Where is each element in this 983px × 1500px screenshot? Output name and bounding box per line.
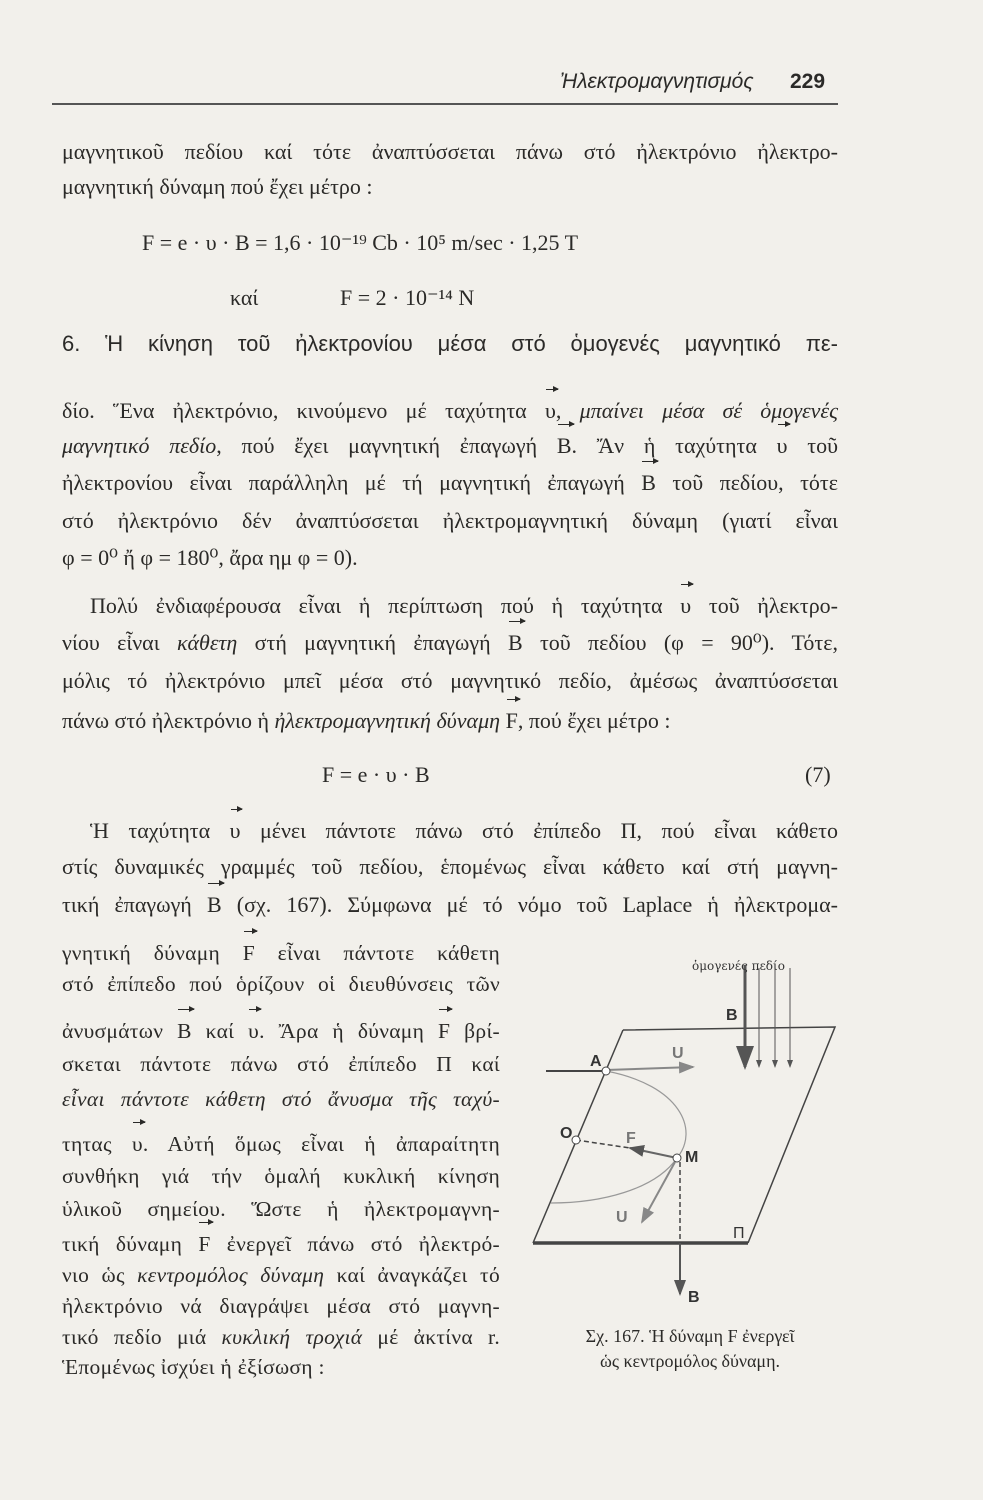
equation-number: (7) <box>805 762 831 787</box>
text-segment: μέ ἀκτίνα r. <box>362 1325 501 1349</box>
label-m: M <box>685 1149 699 1166</box>
text-segment: καί <box>191 1019 249 1043</box>
vector-symbol: υ <box>229 818 241 843</box>
vector-symbol: B <box>507 630 523 655</box>
text-segment: τικό πεδίο μιά <box>62 1325 222 1349</box>
text-segment: τοῦ <box>787 433 838 458</box>
text-segment: στό ἠλεκτρόνιο δέν ἀναπτύσσεται ἠλεκτρομαγνητική δύναμη (γιατί εἶναι <box>62 508 838 533</box>
vector-symbol: B <box>556 433 572 458</box>
text-segment: Πολύ ἐνδιαφέρουσα εἶναι ἡ περίπτωση πού ἡ ταχύτητα <box>90 593 681 618</box>
field-lines <box>745 965 790 1067</box>
italic-text: ἠλεκτρομαγνητική δύναμη <box>274 708 501 733</box>
text-segment: νιο ὡς <box>62 1263 138 1287</box>
label-f: F <box>626 1130 636 1147</box>
text-segment: τοῦ ἠλεκτρο- <box>691 593 839 618</box>
text-segment: στό ἐπίπεδο πού ὁρίζουν οἱ διευθύνσεις τῶν <box>62 972 500 996</box>
text-segment: τοῦ πεδίου (φ = 90⁰). Τότε, <box>522 630 838 655</box>
field-label: ὁμογενές πεδίο <box>692 959 785 973</box>
vector-symbol: υ <box>776 433 788 458</box>
italic-text: μαγνητικό πεδίο <box>62 433 217 458</box>
text-segment: τική δύναμη <box>62 1232 199 1256</box>
text-segment: τητας <box>62 1132 132 1156</box>
text-segment: μόλις τό ἠλεκτρόνιο μπεῖ μέσα στό μαγνητικό πεδίο, ἀμέσως ἀναπτύσσεται <box>62 668 838 693</box>
text-segment: σκεται πάντοτε πάνω στό ἐπίπεδο Π καί <box>62 1052 500 1076</box>
text-segment: (σχ. 167). Σύμφωνα μέ τό νόμο τοῦ Laplace ἡ ἠλεκτρομα- <box>221 892 838 917</box>
text-segment: ἀνυσμάτων <box>62 1019 178 1043</box>
text-segment: . Αὐτή ὅμως εἶναι ἡ ἀπαραίτητη <box>142 1132 500 1156</box>
point-a <box>602 1067 610 1075</box>
text-segment: πάνω στό ἠλεκτρόνιο ἡ <box>62 708 275 733</box>
text-segment: , <box>555 398 580 423</box>
text-segment: μαγνητική δύναμη πού ἔχει μέτρο : <box>62 174 373 199</box>
figure-caption-line-1: Σχ. 167. Ἡ δύναμη F ἐνεργεῖ <box>585 1326 795 1346</box>
vector-symbol: υ <box>544 398 556 423</box>
label-u-top: U <box>672 1045 684 1062</box>
page-number: 229 <box>790 70 826 93</box>
text-segment: ἐνεργεῖ πάνω στό ἠλεκτρό- <box>210 1232 500 1256</box>
italic-text: κάθετη <box>176 630 238 655</box>
text-segment: . Ἄρα ἡ δύναμη <box>259 1019 439 1043</box>
chapter-title: Ἠλεκτρομαγνητισμός <box>560 70 754 93</box>
point-m <box>673 1154 681 1162</box>
vector-symbol: B <box>206 892 222 917</box>
text-segment: εἶναι πάντοτε κάθετη <box>255 941 500 965</box>
text-segment: μένει πάντοτε πάνω στό ἐπίπεδο Π, πού εἶναι κάθετο <box>240 818 838 843</box>
vector-symbol: F <box>505 708 518 733</box>
vector-symbol: υ <box>680 593 692 618</box>
italic-text: κυκλική τροχιά <box>221 1325 363 1349</box>
vector-symbol: B <box>177 1019 192 1043</box>
point-o <box>572 1136 580 1144</box>
label-b-bottom: B <box>688 1289 700 1306</box>
text-segment: , πού ἔχει μαγνητική ἐπαγωγή <box>216 433 557 458</box>
text-segment: Ἡ ταχύτητα <box>90 818 230 843</box>
label-o: O <box>560 1125 573 1142</box>
figure-caption-line-2: ὡς κεντρομόλος δύναμη. <box>600 1351 780 1371</box>
italic-text: μπαίνει μέσα σέ ὁμογενές <box>579 398 839 423</box>
text-segment: γνητική δύναμη <box>62 941 243 965</box>
vector-symbol: B <box>641 470 656 495</box>
radius-line <box>576 1140 630 1148</box>
velocity-arrow-bottom <box>642 1162 675 1222</box>
vector-symbol: F <box>198 1232 211 1256</box>
text-segment: φ = 0⁰ ἤ φ = 180⁰, ἄρα ημ φ = 0). <box>62 545 358 570</box>
italic-text: εἶναι πάντοτε κάθετη στό ἄνυσμα τῆς ταχύ- <box>62 1087 500 1111</box>
text-segment: , πού ἔχει μέτρο : <box>517 708 671 733</box>
equation-force-value: F = e · υ · B = 1,6 · 10⁻¹⁹ Cb · 10⁵ m/sec · 1,25 T <box>142 230 579 255</box>
text-segment: δίο. Ἕνα ἠλεκτρόνιο, κινούμενο μέ ταχύτητα <box>62 398 545 423</box>
label-plane: Π <box>733 1225 745 1242</box>
vector-symbol: υ <box>131 1132 143 1156</box>
text-segment: βρί- <box>450 1019 500 1043</box>
text-segment: στίς δυναμικές γραμμές τοῦ πεδίου, ἑπομένως εἶναι κάθετο καί στή μαγνη- <box>62 854 838 879</box>
label-a: A <box>590 1053 602 1070</box>
vector-symbol: F <box>242 941 255 965</box>
equation-kai: καί <box>230 285 259 310</box>
text-segment: 6. Ἡ κίνηση τοῦ ἠλεκτρονίου μέσα στό ὁμογενές μαγνητικό πε- <box>62 331 838 356</box>
velocity-arrow-top <box>606 1067 693 1070</box>
text-segment: Ἑπομένως ἰσχύει ἡ ἐξίσωση : <box>62 1355 325 1379</box>
vector-symbol: υ <box>248 1019 260 1043</box>
text-segment: ἠλεκτρόνιο νά διαγράψει μέσα στό μαγνη- <box>62 1294 500 1318</box>
text-segment: τική ἐπαγωγή <box>62 892 207 917</box>
text-segment: ὑλικοῦ σημείου. Ὥστε ἡ ἠλεκτρομαγνη- <box>62 1197 500 1221</box>
text-segment: στή μαγνητική ἐπαγωγή <box>237 630 508 655</box>
force-arrow <box>630 1148 677 1158</box>
text-segment: . Ἄν ἡ ταχύτητα <box>571 433 777 458</box>
equation-7: F = e · υ · B <box>322 762 430 787</box>
italic-text: κεντρομόλος δύναμη <box>137 1263 325 1287</box>
label-b-top: B <box>726 1007 738 1024</box>
text-segment: μαγνητικοῦ πεδίου καί τότε ἀναπτύσσεται πάνω στό ἠλεκτρόνιο ἠλεκτρο- <box>62 139 838 164</box>
text-segment: τοῦ πεδίου, τότε <box>655 470 838 495</box>
text-segment: συνθήκη γιά τήν ὁμαλή κυκλική κίνηση <box>62 1164 500 1188</box>
equation-force-result: F = 2 · 10⁻¹⁴ N <box>340 285 475 310</box>
text-segment: νίου εἶναι <box>62 630 177 655</box>
text-segment: ἠλεκτρονίου εἶναι παράλληλη μέ τή μαγνητική ἐπαγωγή <box>62 470 642 495</box>
label-u-bottom: U <box>616 1209 628 1226</box>
vector-symbol: F <box>438 1019 451 1043</box>
text-segment: καί ἀναγκάζει τό <box>324 1263 500 1287</box>
